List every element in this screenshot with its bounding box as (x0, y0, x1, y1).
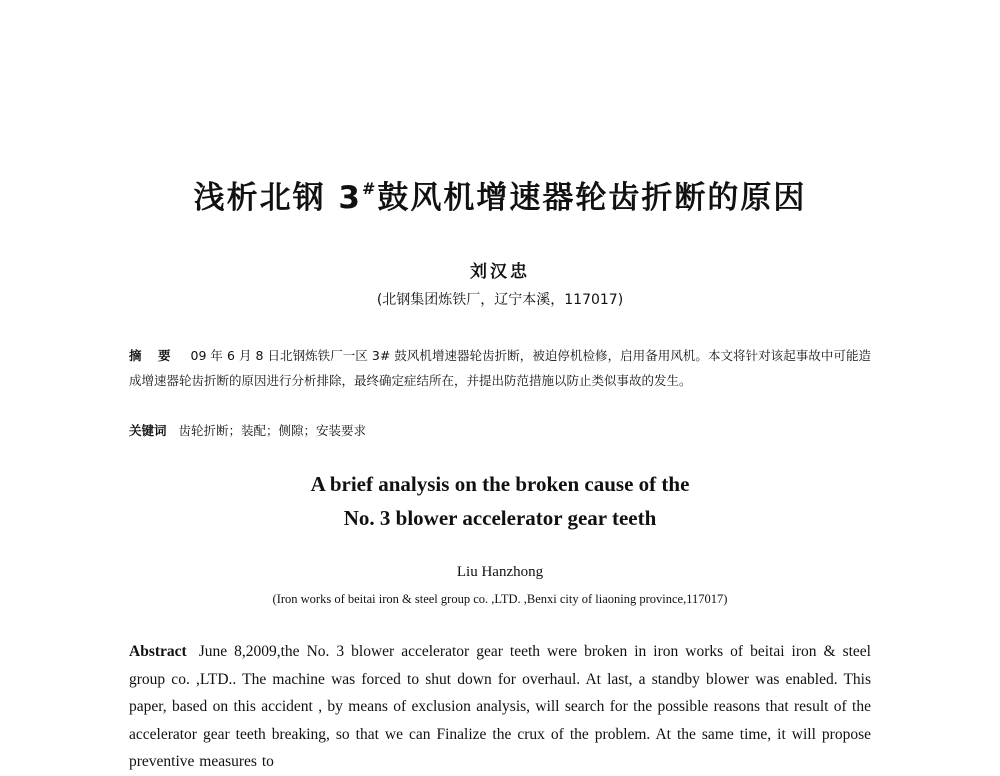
chinese-author: 刘汉忠 (470, 262, 530, 282)
chinese-abstract-text: 09 年 6 月 8 日北钢炼铁厂一区 3# 鼓风机增速器轮齿折断，被迫停机检修，启用备用风机。本文将针对该起事故中可能造成增速器轮齿折断的原因进行分析排除，最终确定症结所在，并提出防范措施以防止类似事故的发生。 (129, 348, 871, 388)
chinese-title-part2: 鼓风机增速器轮齿折断的原因 (377, 180, 807, 216)
english-abstract-label: Abstract (129, 643, 187, 660)
english-title-line2: No. 3 blower accelerator gear teeth (343, 506, 657, 530)
chinese-title (0, 172, 1000, 217)
chinese-keywords (129, 418, 871, 443)
chinese-keywords-text: 齿轮折断；装配；侧隙；安装要求 (178, 423, 367, 438)
chinese-abstract (129, 343, 871, 393)
chinese-title-part1: 浅析北钢 3 (193, 180, 362, 216)
english-abstract-text: June 8,2009,the No. 3 blower accelerator gear teeth were broken in iron works of beitai iron & steel group co. ,LTD.. The machine was forced to shut down for overhaul. At last, a standby blower was enabled. This paper, based on this accident , by means of exclusion analysis, will search for the possible reasons that result of the accelerator gear teeth breaking, so that we can Finalize the crux of the problem. At the same time, it will propose preventive measures to (129, 643, 871, 770)
english-author: Liu Hanzhong (456, 564, 544, 580)
chinese-keywords-label: 关键词 (129, 423, 167, 438)
english-abstract (129, 638, 871, 776)
chinese-affiliation: (北钢集团炼铁厂，辽宁本溪，117017) (376, 292, 624, 308)
english-affiliation: (Iron works of beitai iron & steel group co. ,LTD. ,Benxi city of liaoning province,117017) (272, 592, 728, 606)
english-title (0, 467, 1000, 535)
chinese-title-superscript: # (361, 179, 378, 198)
english-title-line1: A brief analysis on the broken cause of the (310, 472, 690, 496)
chinese-abstract-label: 摘 要 (129, 348, 177, 363)
